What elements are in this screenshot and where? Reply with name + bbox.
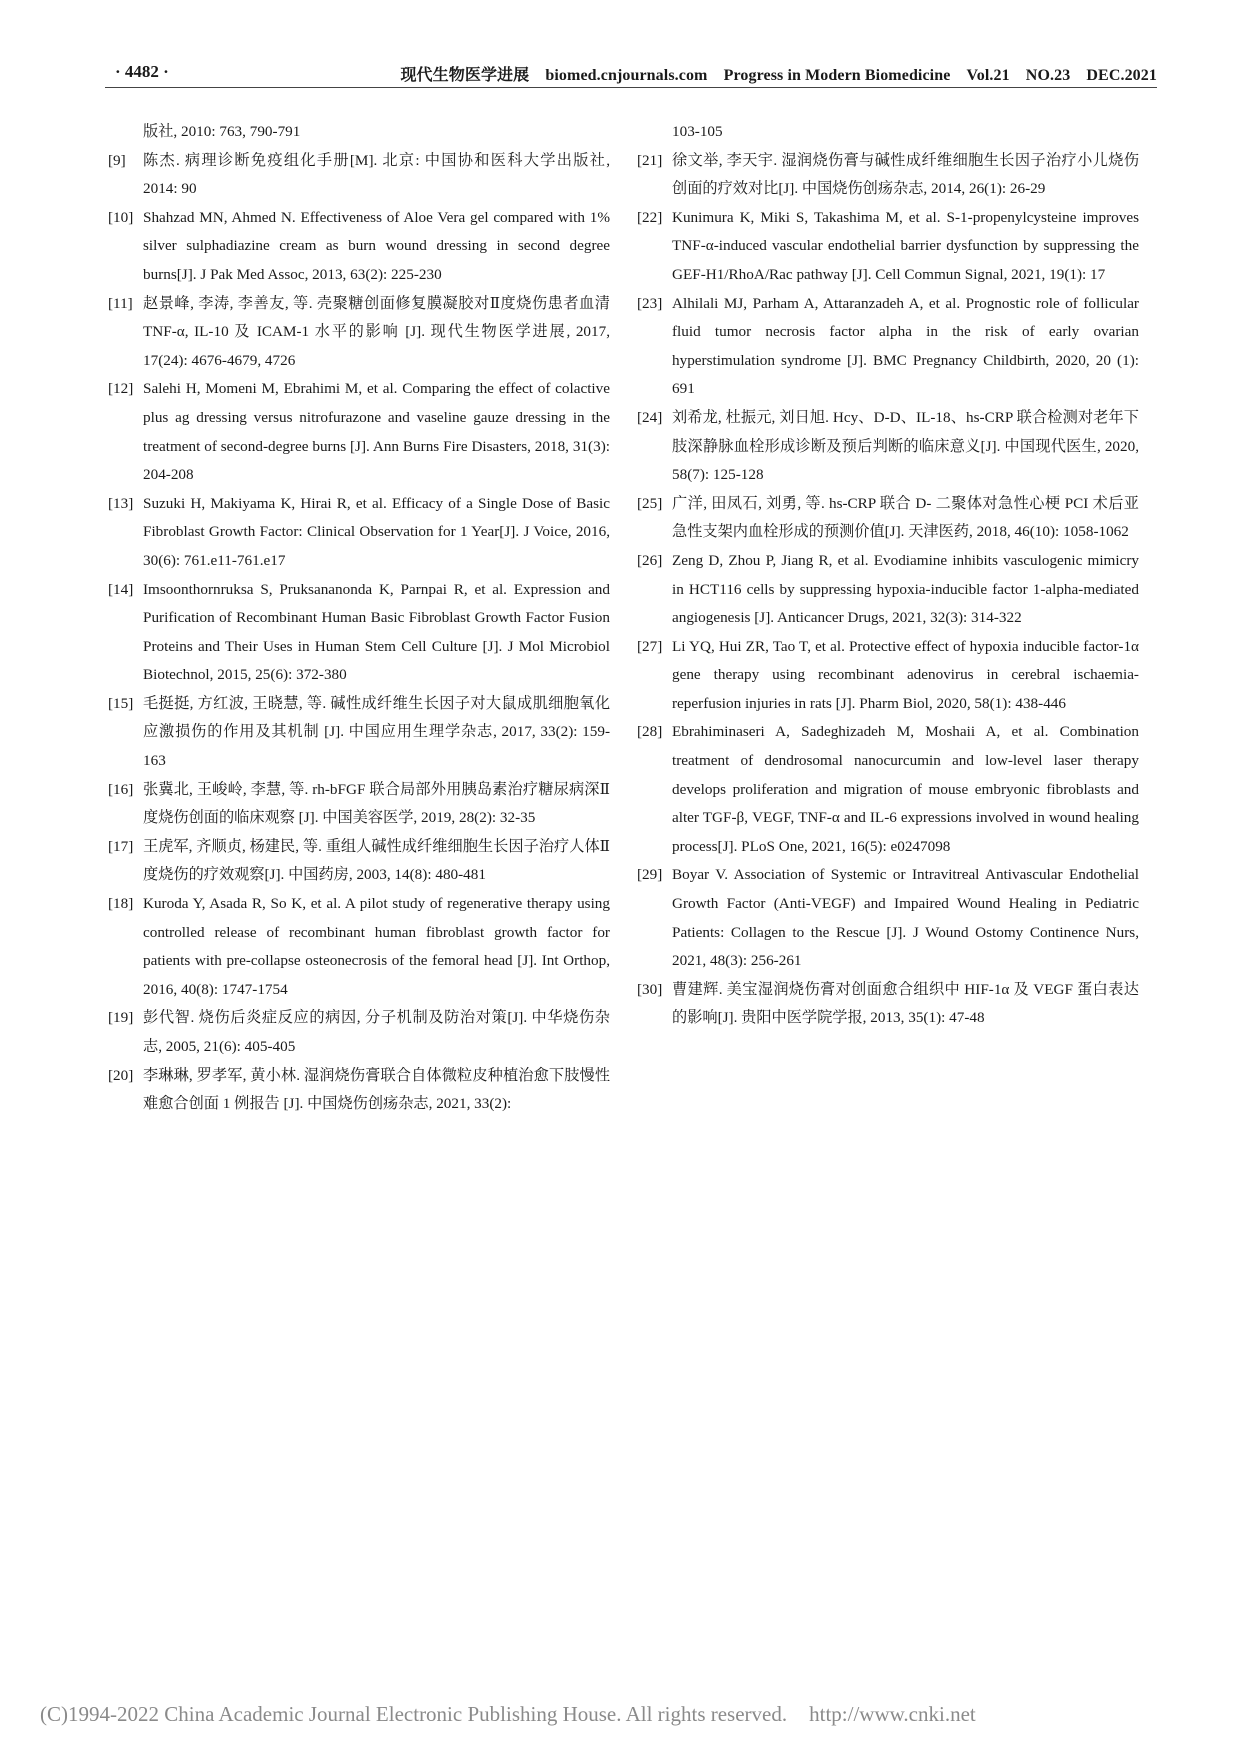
reference-number: [9] <box>108 151 126 169</box>
reference-text: 李琳琳, 罗孝军, 黄小林. 湿润烧伤膏联合自体微粒皮种植治愈下肢慢性难愈合创面 1 例报告 [J]. 中国烧伤创疡杂志, 2021, 33(2): <box>143 1066 610 1113</box>
journal-name-cn: 现代生物医学进展 <box>400 67 530 84</box>
header-divider <box>105 87 1157 88</box>
reference-item <box>637 976 1139 1033</box>
reference-item <box>108 490 610 576</box>
reference-number: [11] <box>108 294 133 312</box>
reference-text: 毛挺挺, 方红波, 王晓慧, 等. 碱性成纤维生长因子对大鼠成肌细胞氧化应激损伤的作用及其机制 [J]. 中国应用生理学杂志, 2017, 33(2): 159-163 <box>143 694 610 770</box>
reference-text: 广洋, 田凤石, 刘勇, 等. hs-CRP 联合 D- 二聚体对急性心梗 PCI 术后亚急性支架内血栓形成的预测价值[J]. 天津医药, 2018, 46(10): 1058-1062 <box>672 494 1139 541</box>
reference-item <box>637 290 1139 404</box>
reference-number: [22] <box>637 208 663 226</box>
reference-number: [10] <box>108 208 134 226</box>
reference-number: [14] <box>108 580 134 598</box>
reference-number: [19] <box>108 1009 134 1027</box>
reference-text: 103-105 <box>672 123 723 140</box>
reference-number: [21] <box>637 151 663 169</box>
reference-text: Boyar V. Association of Systemic or Intravitreal Antivascular Endothelial Growth Factor (Anti-VEGF) and Impaired Wound Healing in Pediatric Patients: Collagen to the Rescue [J]. J Wound Ostomy Continence Nurs, 2021, 48(3): 256-261 <box>672 866 1139 970</box>
reference-text: 赵景峰, 李涛, 李善友, 等. 壳聚糖创面修复膜凝胶对Ⅱ度烧伤患者血清 TNF-α, IL-10 及 ICAM-1 水平的影响 [J]. 现代生物医学进展, 2017, 17(24): 4676-4679, 4726 <box>143 294 610 369</box>
reference-item <box>637 204 1139 290</box>
reference-number: [27] <box>637 637 663 655</box>
reference-number: [30] <box>637 980 663 998</box>
references-right-column <box>637 118 1139 1033</box>
reference-number: [15] <box>108 694 134 712</box>
reference-text: 陈杰. 病理诊断免疫组化手册[M]. 北京: 中国协和医科大学出版社, 2014: 90 <box>143 151 610 198</box>
reference-number: [24] <box>637 408 663 426</box>
reference-number: [17] <box>108 837 134 855</box>
copyright-footer <box>40 1702 976 1727</box>
reference-text: 张冀北, 王峻岭, 李慧, 等. rh-bFGF 联合局部外用胰岛素治疗糖尿病深Ⅱ度烧伤创面的临床观察 [J]. 中国美容医学, 2019, 28(2): 32-35 <box>143 780 610 827</box>
reference-item <box>108 833 610 890</box>
reference-text: Alhilali MJ, Parham A, Attaranzadeh A, et al. Prognostic role of follicular fluid tumor necrosis factor alpha in the risk of early ovarian hyperstimulation syndrome [J]. BMC Pregnancy Childbirth, 2020, 20 (1): 691 <box>672 294 1139 398</box>
reference-text: Ebrahiminaseri A, Sadeghizadeh M, Moshaii A, et al. Combination treatment of dendrosomal nanocurcumin and low-level laser therapy develops proliferation and migration of mouse embryonic fibroblasts and alter TGF-β, VEGF, TNF-α and IL-6 expressions involved in wound healing process[J]. PLoS One, 2021, 16(5): e0247098 <box>672 723 1139 855</box>
reference-text: 刘希龙, 杜振元, 刘日旭. Hcy、D-D、IL-18、hs-CRP 联合检测对老年下肢深静脉血栓形成诊断及预后判断的临床意义[J]. 中国现代医生, 2020, 58(7): 125-128 <box>672 408 1139 484</box>
reference-text: 版社, 2010: 763, 790-791 <box>143 123 301 140</box>
reference-item <box>108 1062 610 1119</box>
journal-volume: Vol.21 <box>966 67 1010 84</box>
reference-item <box>637 633 1139 719</box>
reference-item <box>108 776 610 833</box>
journal-issue: NO.23 <box>1025 67 1071 84</box>
reference-item <box>637 404 1139 490</box>
reference-number: [25] <box>637 494 663 512</box>
reference-number: [16] <box>108 780 134 798</box>
reference-item <box>108 690 610 776</box>
references-left-column <box>108 118 610 1119</box>
copyright-text: (C)1994-2022 China Academic Journal Electronic Publishing House. All rights reserved. <box>40 1702 788 1726</box>
reference-number: [20] <box>108 1066 134 1084</box>
reference-text: 王虎军, 齐顺贞, 杨建民, 等. 重组人碱性成纤维细胞生长因子治疗人体Ⅱ度烧伤的疗效观察[J]. 中国药房, 2003, 14(8): 480-481 <box>143 837 610 884</box>
reference-text: Shahzad MN, Ahmed N. Effectiveness of Aloe Vera gel compared with 1% silver sulphadiazine cream as burn wound dressing in second degree burns[J]. J Pak Med Assoc, 2013, 63(2): 225-230 <box>143 208 610 283</box>
reference-text: 徐文举, 李天宇. 湿润烧伤膏与碱性成纤维细胞生长因子治疗小儿烧伤创面的疗效对比[J]. 中国烧伤创疡杂志, 2014, 26(1): 26-29 <box>672 151 1139 198</box>
reference-text: Imsoonthornruksa S, Pruksananonda K, Parnpai R, et al. Expression and Purification of Recombinant Human Basic Fibroblast Growth Factor Fusion Proteins and Their Uses in Human Stem Cell Culture [J]. J Mol Microbiol Biotechnol, 2015, 25(6): 372-380 <box>143 580 610 684</box>
journal-name-en: Progress in Modern Biomedicine <box>723 67 951 84</box>
cnki-link[interactable]: http://www.cnki.net <box>809 1702 976 1726</box>
reference-text: Kuroda Y, Asada R, So K, et al. A pilot study of regenerative therapy using controlled release of recombinant human fibroblast growth factor for patients with pre-collapse osteonecrosis of the femoral head [J]. Int Orthop, 2016, 40(8): 1747-1754 <box>143 895 610 998</box>
reference-item <box>637 147 1139 204</box>
running-header <box>105 58 1157 86</box>
reference-text: 彭代智. 烧伤后炎症反应的病因, 分子机制及防治对策[J]. 中华烧伤杂志, 2005, 21(6): 405-405 <box>143 1009 610 1055</box>
reference-number: [26] <box>637 551 663 569</box>
reference-text: Suzuki H, Makiyama K, Hirai R, et al. Efficacy of a Single Dose of Basic Fibroblast Growth Factor: Clinical Observation for 1 Year[J]. J Voice, 2016, 30(6): 761.e11-761.e17 <box>143 494 610 569</box>
reference-item <box>108 576 610 690</box>
reference-item <box>108 204 610 290</box>
reference-item <box>108 890 610 1004</box>
journal-date: DEC.2021 <box>1086 67 1157 84</box>
reference-item <box>108 118 610 147</box>
reference-item <box>108 375 610 489</box>
reference-number: [13] <box>108 494 134 512</box>
reference-text: Kunimura K, Miki S, Takashima M, et al. S-1-propenylcysteine improves TNF-α-induced vascular endothelial barrier dysfunction by suppressing the GEF-H1/RhoA/Rac pathway [J]. Cell Commun Signal, 2021, 19(1): 17 <box>672 208 1139 283</box>
reference-number: [12] <box>108 380 134 398</box>
reference-number: [18] <box>108 895 134 913</box>
reference-text: Li YQ, Hui ZR, Tao T, et al. Protective effect of hypoxia inducible factor-1α gene therapy using recombinant adenovirus in cerebral ischaemia-reperfusion injuries in rats [J]. Pharm Biol, 2020, 58(1): 438-446 <box>672 637 1139 712</box>
reference-item <box>637 861 1139 975</box>
reference-text: 曹建辉. 美宝湿润烧伤膏对创面愈合组织中 HIF-1α 及 VEGF 蛋白表达的影响[J]. 贵阳中医学院学报, 2013, 35(1): 47-48 <box>672 980 1139 1027</box>
reference-item <box>637 118 1139 147</box>
reference-item <box>108 1004 610 1061</box>
reference-item <box>108 147 610 204</box>
journal-info <box>400 62 1157 85</box>
journal-website: biomed.cnjournals.com <box>545 67 708 84</box>
reference-number: [23] <box>637 294 663 312</box>
reference-text: Zeng D, Zhou P, Jiang R, et al. Evodiamine inhibits vasculogenic mimicry in HCT116 cells by suppressing hypoxia-inducible factor 1-alpha-mediated angiogenesis [J]. Anticancer Drugs, 2021, 32(3): 314-322 <box>672 551 1139 627</box>
reference-item <box>637 718 1139 861</box>
reference-item <box>637 547 1139 633</box>
page-number: · 4482 · <box>115 62 169 81</box>
reference-text: Salehi H, Momeni M, Ebrahimi M, et al. Comparing the effect of colactive plus ag dressing versus nitrofurazone and vaseline gauze dressing in the treatment of second-degree burns [J]. Ann Burns Fire Disasters, 2018, 31(3): 204-208 <box>143 380 610 484</box>
reference-number: [29] <box>637 866 663 884</box>
reference-number: [28] <box>637 723 663 741</box>
reference-item <box>108 290 610 376</box>
reference-item <box>637 490 1139 547</box>
